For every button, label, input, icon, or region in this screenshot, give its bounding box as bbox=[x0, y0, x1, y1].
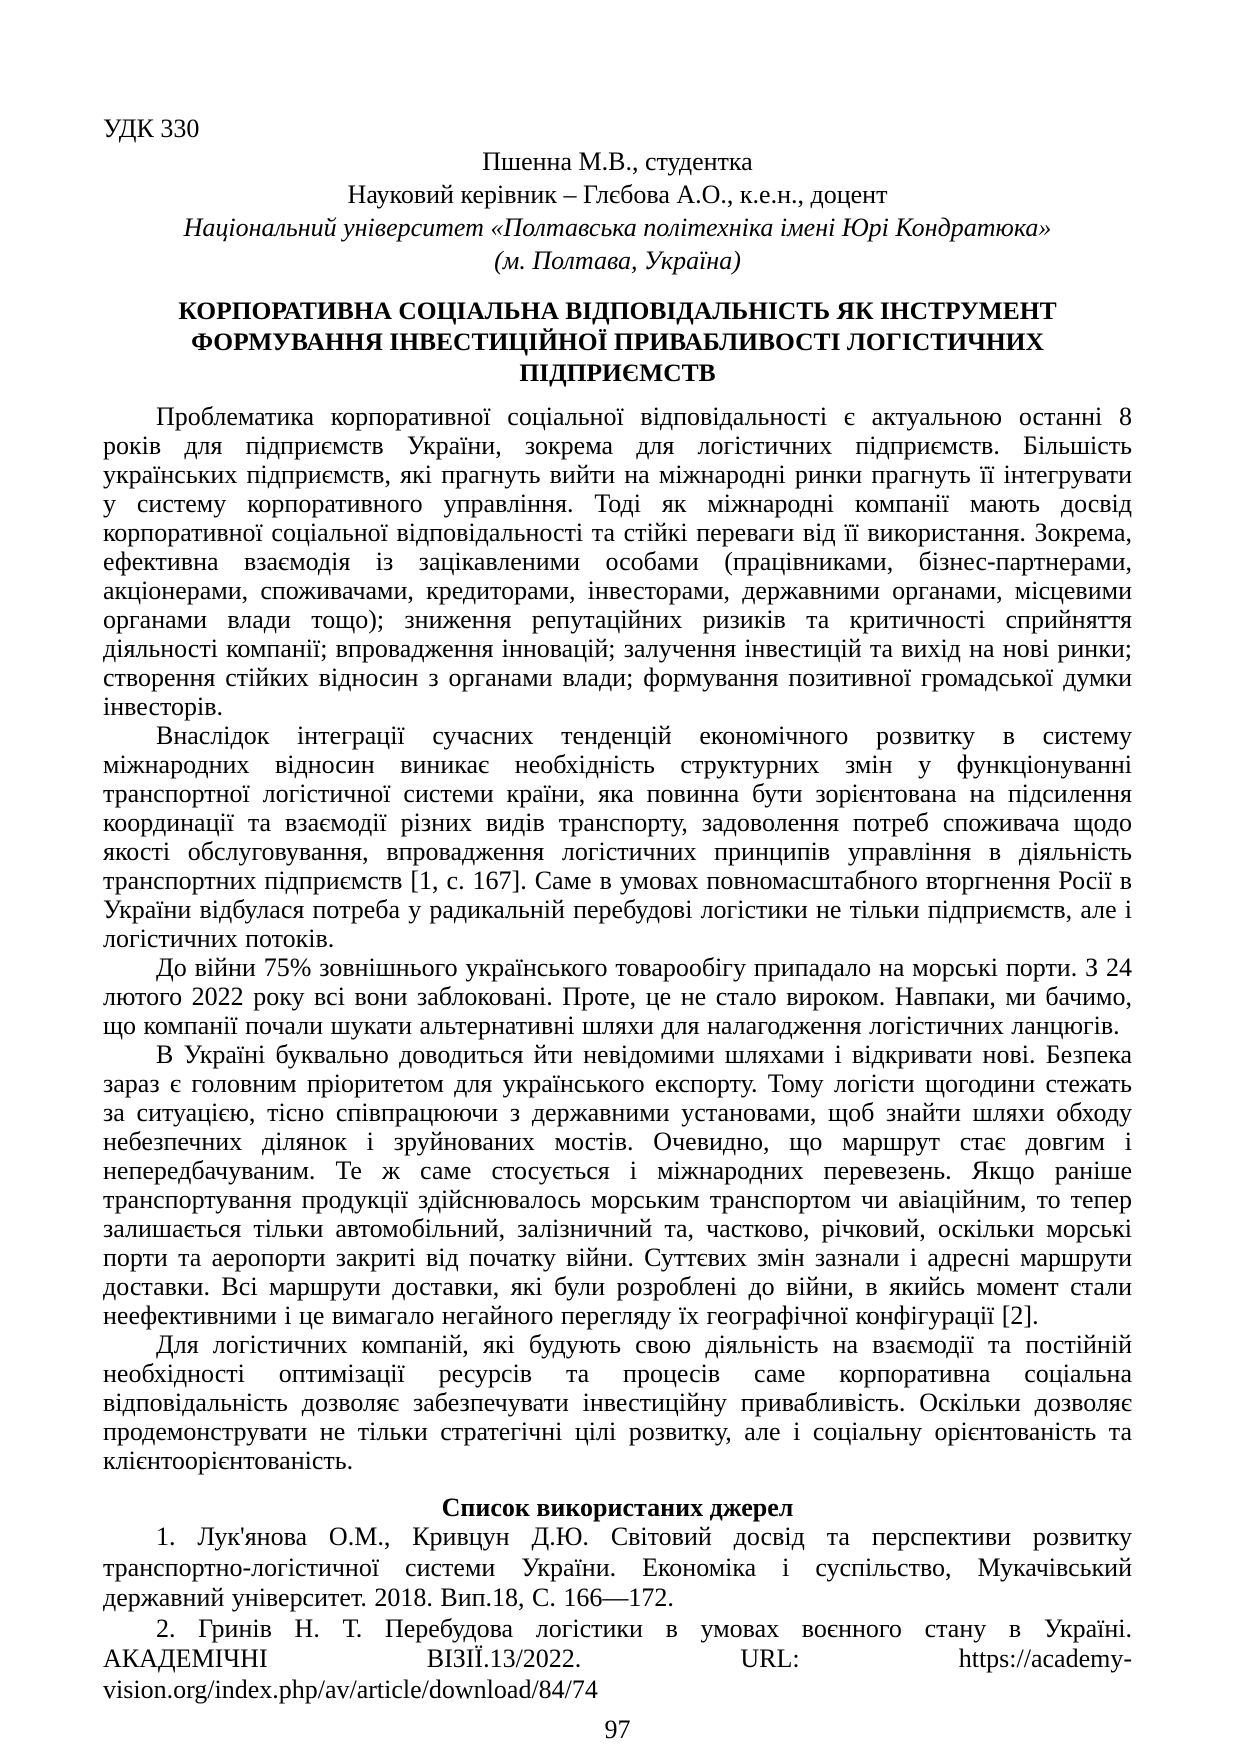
body-paragraph: До війни 75% зовнішнього українського товарообігу припадало на морські порти. З 24 лютого 2022 року всі вони заблоковані. Проте, це не стало вироком. Навпаки, ми бачимо, що компанії почали шукати альтернативні шляхи для налагодження логістичних ланцюгів. bbox=[103, 953, 1132, 1040]
reference-item: 2. Гринів Н. Т. Перебудова логістики в умовах воєнного стану в Україні. АКАДЕМІЧНІ ВІЗІЇ.13/2022. URL: https://academy-vision.org/index.php/av/article/download/84/74 bbox=[103, 1613, 1132, 1704]
reference-item: 1. Лук'янова О.М., Кривцун Д.Ю. Світовий досвід та перспективи розвитку транспортно-логістичної системи України. Економіка і суспільство, Мукачівський державний університет. 2018. Вип.18, С. 166—172. bbox=[103, 1522, 1132, 1612]
advisor-line: Науковий керівник – Глєбова А.О., к.е.н., доцент bbox=[347, 180, 888, 209]
author-line: Пшенна М.В., студентка bbox=[482, 147, 753, 176]
references-heading: Список використаних джерел bbox=[441, 1493, 794, 1522]
body-paragraph: Для логістичних компаній, які будують свою діяльність на взаємодії та постійній необхідності оптимізації ресурсів та процесів саме корпоративна соціальна відповідальність дозволяє забезпечувати інвестиційну привабливість. Оскільки дозволяє продемонструвати не тільки стратегічні цілі розвитку, але і соціальну орієнтованість та клієнтоорієнтованість. bbox=[103, 1330, 1132, 1475]
udc-code: УДК 330 bbox=[103, 114, 200, 143]
article-title-line: ПІДПРИЄМСТВ bbox=[519, 358, 716, 387]
location-line: (м. Полтава, Україна) bbox=[494, 246, 741, 275]
references-list bbox=[103, 1522, 1132, 1705]
body-paragraph: В Україні буквально доводиться йти невідомими шляхами і відкривати нові. Безпека зараз є головним пріоритетом для українського експорту. Тому логісти щогодини стежать за ситуацією, тісно співпрацюючи з державними установами, щоб знайти шляхи обходу небезпечних ділянок і зруйнованих мостів. Очевидно, що маршрут стає довгим і непередбачуваним. Те ж саме стосується і міжнародних перевезень. Якщо раніше транспортування продукції здійснювалось морським транспортом чи авіаційним, то тепер залишається тільки автомобільний, залізничний та, частково, річковий, оскільки морські порти та аеропорти закриті від початку війни. Суттєвих змін зазнали і адресні маршрути доставки. Всі маршрути доставки, які були розроблені до війни, в якийсь момент стали неефективними і це вимагало негайного перегляду їх географічної конфігурації [2]. bbox=[103, 1040, 1132, 1330]
affiliation-line: Національний університет «Полтавська політехніка імені Юрі Кондратюка» bbox=[183, 213, 1052, 242]
body-paragraph: Внаслідок інтеграції сучасних тенденцій економічного розвитку в систему міжнародних відносин виникає необхідність структурних змін у функціонуванні транспортної логістичної системи країни, яка повинна бути зорієнтована на підсилення координації та взаємодії різних видів транспорту, задоволення потреб споживача щодо якості обслуговування, впровадження логістичних принципів управління в діяльність транспортних підприємств [1, с. 167]. Саме в умовах повномасштабного вторгнення Росії в України відбулася потреба у радикальній перебудові логістики не тільки підприємств, але і логістичних потоків. bbox=[103, 721, 1132, 953]
byline-block bbox=[103, 145, 1132, 277]
body-paragraph: Проблематика корпоративної соціальної відповідальності є актуальною останні 8 років для підприємств України, зокрема для логістичних підприємств. Більшість українських підприємств, які прагнуть вийти на міжнародні ринки прагнуть її інтегрувати у систему корпоративного управління. Тоді як міжнародні компанії мають досвід корпоративної соціальної відповідальності та стійкі переваги від її використання. Зокрема, ефективна взаємодія із зацікавленими особами (працівниками, бізнес-партнерами, акціонерами, споживачами, кредиторами, інвесторами, державними органами, місцевими органами влади тощо); зниження репутаційних ризиків та критичності сприйняття діяльності компанії; впровадження інновацій; залучення інвестицій та вихід на нові ринки; створення стійких відносин з органами влади; формування позитивної громадської думки інвесторів. bbox=[103, 402, 1132, 721]
article-title-line: КОРПОРАТИВНА СОЦІАЛЬНА ВІДПОВІДАЛЬНІСТЬ ЯК ІНСТРУМЕНТ bbox=[178, 296, 1057, 325]
page-number: 97 bbox=[604, 1715, 631, 1744]
article-title-line: ФОРМУВАННЯ ІНВЕСТИЦІЙНОЇ ПРИВАБЛИВОСТІ ЛОГІСТИЧНИХ bbox=[191, 327, 1044, 356]
article-title bbox=[103, 295, 1132, 388]
article-body bbox=[103, 402, 1132, 1475]
